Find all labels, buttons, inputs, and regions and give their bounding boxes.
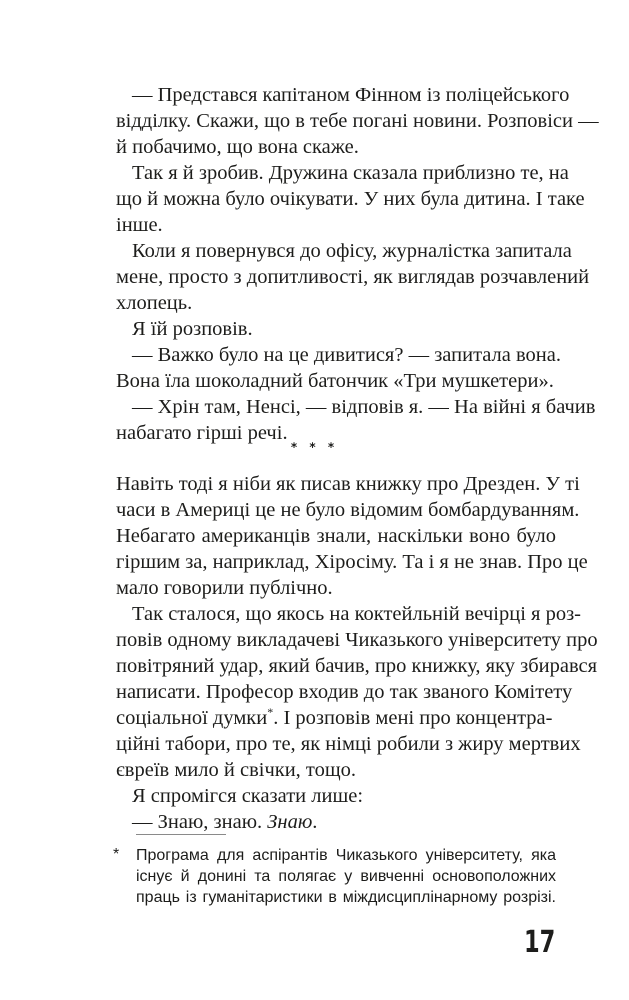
footnote-line: існує й донині та полягає у вивченні основоположних: [136, 868, 556, 885]
text-line: написати. Професор входив до так званого Комітету: [116, 681, 573, 703]
text-line: Я спромігся сказати лише:: [132, 785, 364, 807]
text-line: повітряний удар, який бачив, про книжку, яку збирався: [116, 655, 598, 677]
text-fragment: соціальної думки: [116, 707, 268, 729]
text-line: — Хрін там, Ненсі, — відповів я. — На війні я бачив: [132, 396, 596, 418]
text-line: хлопець.: [116, 292, 193, 314]
text-line: ційні табори, про те, як німці робили з жиру мертвих: [116, 733, 581, 755]
text-line: інше.: [116, 214, 163, 236]
text-line: повів одному викладачеві Чиказького університету про: [116, 629, 598, 651]
footnote-mark: *: [113, 846, 120, 863]
text-line: [132, 809, 317, 835]
text-line: євреїв мило й свічки, тощо.: [116, 759, 357, 781]
footnote-divider: [136, 834, 226, 835]
text-line: мене, просто з допитливості, як виглядав розчавлений: [116, 266, 590, 288]
section-separator: ⁎ ⁎ ⁎: [290, 437, 339, 451]
text-line: — Представся капітаном Фінном із поліцейського: [132, 84, 570, 106]
text-line: Навіть тоді я ніби як писав книжку про Дрезден. У ті: [116, 473, 580, 495]
text-line: гіршим за, наприклад, Хіросіму. Та і я не знав. Про це: [116, 551, 588, 573]
text-line: [116, 705, 556, 731]
footnote-line: праць із гуманітаристики в міждисциплінарному розрізі.: [136, 889, 556, 906]
text-fragment: .: [312, 811, 318, 833]
text-line: що й можна було очікувати. У них була дитина. І таке: [116, 188, 585, 210]
text-line: — Важко було на це дивитися? — запитала вона.: [132, 344, 561, 366]
page-number: 17: [524, 925, 556, 960]
text-line: Вона їла шоколадний батончик «Три мушкетери».: [116, 370, 554, 392]
footnote-line: Програма для аспірантів Чиказького університету, яка: [136, 847, 556, 864]
text-line: Так я й зробив. Дружина сказала приблизно те, на: [132, 162, 569, 184]
text-fragment: . І розповів мені про концентра-: [273, 707, 553, 729]
text-fragment: — Знаю, знаю.: [132, 811, 268, 833]
text-line: Коли я повернувся до офісу, журналістка запитала: [132, 240, 572, 262]
text-line: Я їй розповів.: [132, 318, 253, 340]
footnote-reference[interactable]: *: [267, 705, 274, 720]
text-line: часи в Америці це не було відомим бомбардуванням.: [116, 499, 580, 521]
text-line: Небагато американців знали, наскільки воно було: [116, 525, 556, 547]
emphasized-word: Знаю: [267, 811, 313, 833]
text-line: Так сталося, що якось на коктейльній вечірці я роз-: [132, 603, 581, 625]
text-line: мало говорили публічно.: [116, 577, 333, 599]
text-line: й побачимо, що вона скаже.: [116, 136, 359, 158]
text-line: набагато гірші речі.: [116, 422, 288, 444]
text-line: відділку. Скажи, що в тебе погані новини. Розповіси —: [116, 110, 599, 132]
